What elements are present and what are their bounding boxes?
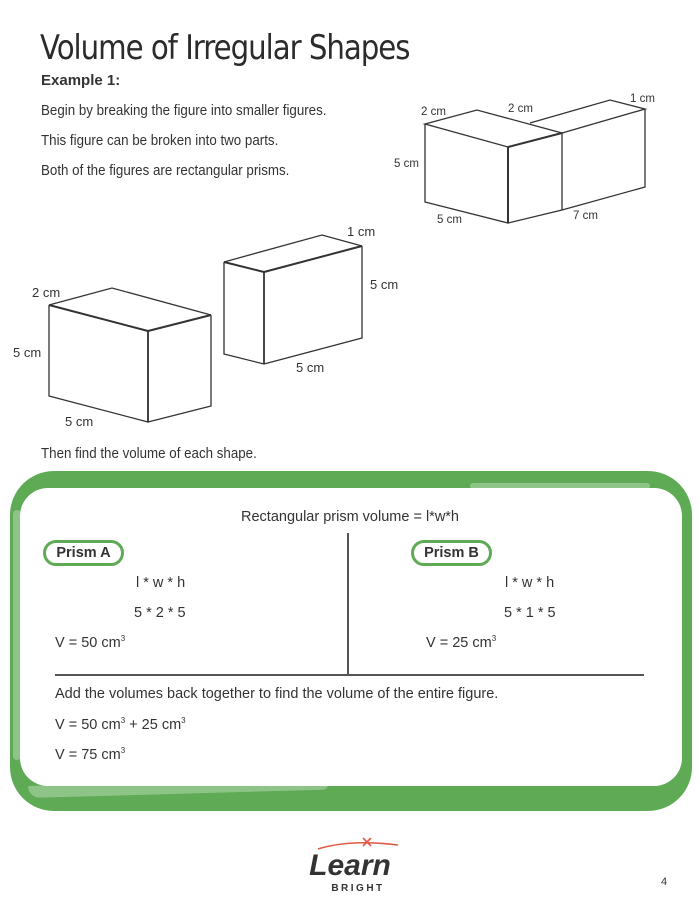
prism-a-badge-label: Prism A	[56, 545, 111, 561]
label-depth-right: 1 cm	[630, 93, 655, 105]
example-label: Example 1:	[41, 72, 121, 89]
label-length-right: 7 cm	[573, 210, 598, 222]
prism-a-label-depth: 2 cm	[32, 285, 61, 300]
sum-line: V = 50 $cm^3 + 25$ $cm^3$	[55, 716, 186, 733]
prism-b-substitution: 5 * 1 * 5	[504, 605, 556, 621]
label-depth-mid: 2 cm	[508, 103, 533, 115]
label-height: 5 cm	[394, 158, 419, 170]
prism-a-badge	[43, 540, 124, 566]
total-line: V = 75 $cm^3$	[55, 746, 126, 763]
prism-a-label-height: 5 cm	[13, 345, 42, 360]
prism-a-substitution: 5 * 2 * 5	[134, 605, 186, 621]
page-number: 4	[661, 876, 668, 888]
label-depth-left: 2 cm	[421, 106, 446, 118]
prism-b-badge	[411, 540, 492, 566]
intro-line-1: Begin by breaking the figure into smaller figures.	[41, 103, 327, 119]
summary-text: Add the volumes back together to find the volume of the entire figure.	[55, 686, 499, 702]
prism-a-formula: l * w * h	[136, 575, 186, 591]
column-divider	[347, 533, 349, 675]
combined-prism-figure	[380, 85, 670, 235]
intro-line-2: This figure can be broken into two parts.	[41, 133, 279, 149]
logo-word: Learn	[309, 849, 391, 882]
learn-bright-logo	[290, 835, 410, 895]
prism-b-label-length: 5 cm	[296, 360, 325, 375]
intro-line-3: Both of the figures are rectangular prisms.	[41, 163, 290, 179]
separated-prisms-figure	[0, 220, 420, 440]
volume-formula: Rectangular prism volume = l*w*h	[241, 509, 459, 525]
prism-b-label-depth: 1 cm	[347, 224, 376, 239]
section-divider	[55, 674, 644, 676]
prism-b-badge-label: Prism B	[424, 545, 479, 561]
prism-a-result: V = 50 $cm^3$	[55, 634, 126, 651]
then-text: Then find the volume of each shape.	[41, 446, 257, 462]
prism-b-label-height: 5 cm	[370, 277, 399, 292]
prism-b-formula: l * w * h	[505, 575, 555, 591]
logo-sub: BRIGHT	[331, 883, 385, 894]
prism-b-result: V = 25 $cm^3$	[426, 634, 497, 651]
prism-a-label-length: 5 cm	[65, 414, 94, 429]
page-title: Volume of Irregular Shapes	[40, 28, 410, 68]
label-length-front: 5 cm	[437, 214, 462, 226]
